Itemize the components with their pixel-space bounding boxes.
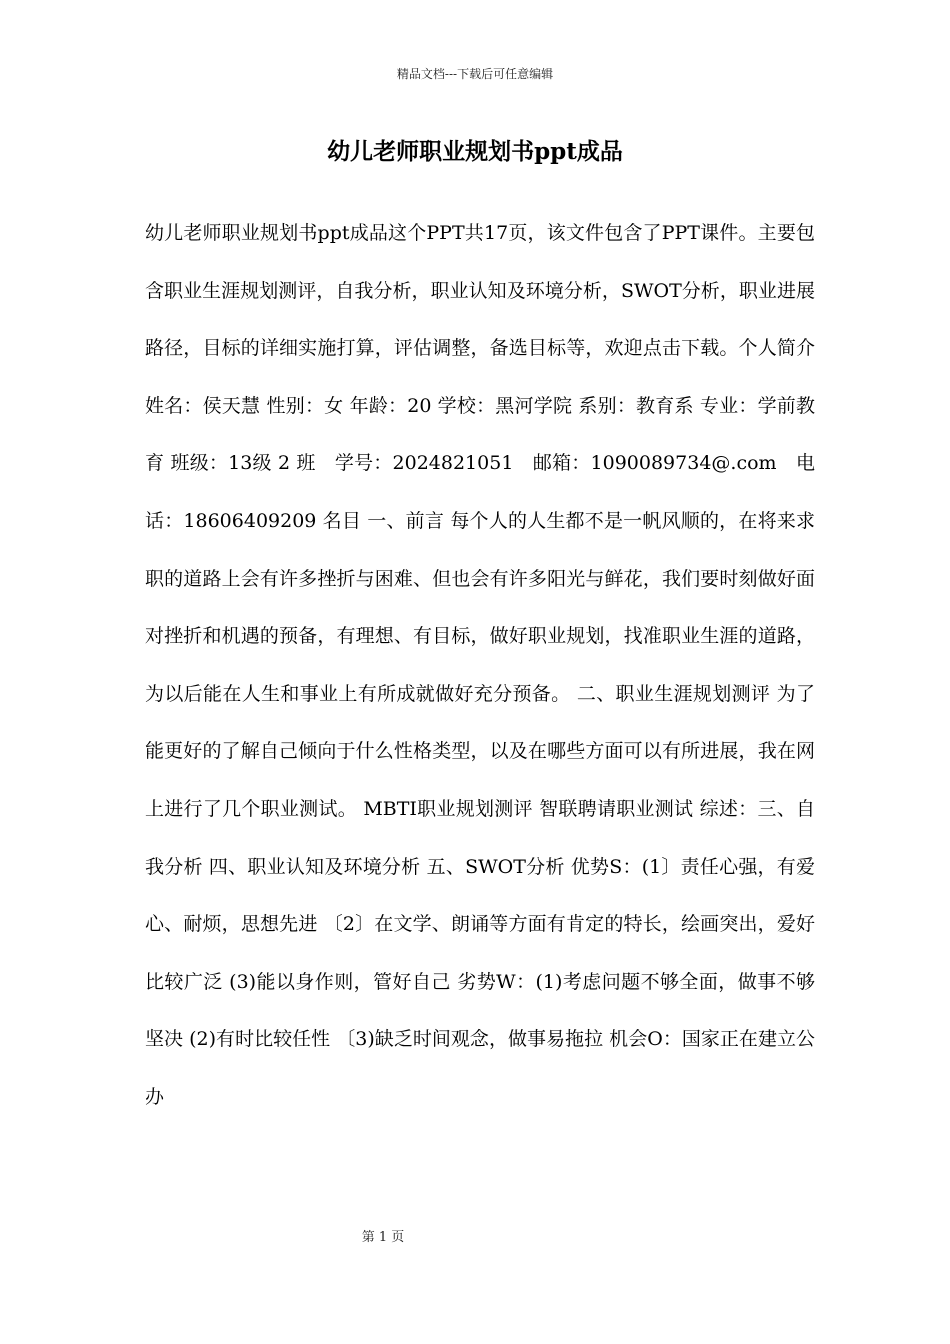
page-number: 第 1 页 — [361, 1230, 405, 1245]
document-title: 幼儿老师职业规划书ppt成品 — [327, 138, 623, 165]
header-note: 精品文档---下载后可任意编辑 — [396, 67, 554, 81]
body-paragraph: 幼儿老师职业规划书ppt成品这个PPT共17页，该文件包含了PPT课件。主要包含职业生涯规划测评，自我分析，职业认知及环境分析，SWOT分析，职业进展路径，目标的详细实施打算，评估调整，备选目标等，欢迎点击下载。个人简介 姓名：侯天慧 性别：女 年龄：20 学校：黑河学院 系别：教育系 专业：学前教育 班级：13级 2 班 学号：2024821051 邮箱：1090089734@.com 电话：18606409209 名目 一、前言 每个人的人生都不是一帆风顺的，在将来求职的道路上会有许多挫折与困难、但也会有许多阳光与鲜花，我们要时刻做好面对挫折和机遇的预备，有理想、有目标，做好职业规划，找准职业生涯的道路，为以后能在人生和事业上有所成就做好充分预备。 二、职业生涯规划测评 为了能更好的了解自己倾向于什么性格类型，以及在哪些方面可以有所进展，我在网上进行了几个职业测试。 MBTI职业规划测评 智联聘请职业测试 综述：三、自我分析 四、职业认知及环境分析 五、SWOT分析 优势S：(1〕责任心强，有爱心、耐烦，思想先进 〔2〕在文学、朗诵等方面有肯定的特长，绘画突出，爱好比较广泛 (3)能以身作则，管好自己 劣势W：(1)考虑问题不够全面，做事不够坚决 (2)有时比较任性 〔3)缺乏时间观念，做事易拖拉 机会O：国家正在建立公办 — [145, 222, 815, 1108]
